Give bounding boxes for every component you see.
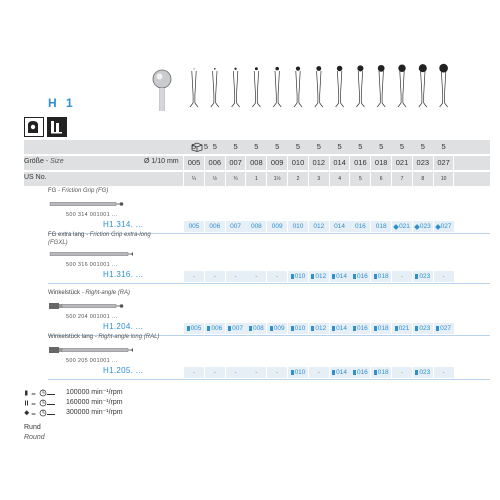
us-value: 1½ xyxy=(273,176,281,182)
size-label: Größe - Size xyxy=(24,158,64,165)
size-availability-cell[interactable] xyxy=(226,367,246,378)
pack-quantity-value: 5 xyxy=(275,142,280,151)
size-availability-cell[interactable] xyxy=(184,323,204,334)
speed-legend-text: 160000 min⁻¹/rpm xyxy=(66,399,123,406)
us-value: 7 xyxy=(400,176,404,182)
reference-number: H1.204. ... xyxy=(103,322,144,331)
column-separator xyxy=(204,156,205,170)
size-availability-cell[interactable] xyxy=(288,367,308,378)
size-availability-cell[interactable] xyxy=(267,271,287,282)
reference-number: H1.316. ... xyxy=(103,270,144,279)
size-availability-cell[interactable] xyxy=(371,221,391,232)
section-divider xyxy=(48,379,490,380)
cell-value: 008 xyxy=(252,325,264,332)
svg-text:=: = xyxy=(31,390,37,397)
us-value: 2 xyxy=(296,176,300,182)
size-availability-cell[interactable] xyxy=(330,271,350,282)
us-value: 1 xyxy=(255,176,258,182)
cell-value: 008 xyxy=(250,223,262,230)
section-title: Winkelstück - Right-angle (RA) xyxy=(48,290,131,296)
us-value: ¼ xyxy=(191,176,197,182)
pack-quantity-value: 5 xyxy=(203,142,209,151)
section-title: Winkelstück lang - Right-angle long (RAL) xyxy=(48,334,160,340)
pack-quantity-value: 5 xyxy=(420,142,425,151)
cell-value: 023 xyxy=(419,223,431,230)
column-separator xyxy=(433,156,434,170)
size-availability-cell[interactable] xyxy=(392,367,412,378)
speed-marker-icon xyxy=(207,326,210,331)
cell-value: - xyxy=(234,273,237,280)
column-separator xyxy=(183,172,184,186)
bur-side-view-icon xyxy=(48,248,133,260)
column-separator xyxy=(453,156,454,170)
column-separator xyxy=(308,156,309,170)
size-availability-cell[interactable] xyxy=(267,323,287,334)
cell-value: 027 xyxy=(440,223,452,230)
pack-quantity-value: 5 xyxy=(337,142,342,151)
cell-value: 016 xyxy=(356,369,368,376)
size-availability-cell[interactable] xyxy=(309,367,329,378)
size-availability-cell[interactable] xyxy=(226,221,246,232)
cell-value: 014 xyxy=(336,273,348,280)
cell-value: 007 xyxy=(232,325,244,332)
size-availability-cell[interactable] xyxy=(434,221,454,232)
pack-quantity-value: 5 xyxy=(212,142,217,151)
series-title: H 1 xyxy=(48,96,76,110)
size-value: 012 xyxy=(312,158,326,167)
column-separator xyxy=(370,156,371,170)
speed-marker-icon xyxy=(374,370,377,375)
cell-value: 018 xyxy=(377,369,389,376)
cell-value: - xyxy=(276,369,279,376)
shape-name: Rund xyxy=(24,424,41,431)
pack-quantity-value: 5 xyxy=(254,142,259,151)
svg-text:=: = xyxy=(31,400,37,407)
bur-side-view-icon xyxy=(48,198,133,210)
size-availability-cell[interactable] xyxy=(392,271,412,282)
size-availability-cell[interactable] xyxy=(330,323,350,334)
size-value: 016 xyxy=(354,158,367,167)
size-availability-cell[interactable] xyxy=(371,367,391,378)
speed-marker-icon xyxy=(249,326,252,331)
speed-marker-icon xyxy=(415,370,418,375)
speed-marker-icon xyxy=(311,274,314,279)
pack-quantity-value: 5 xyxy=(295,142,301,151)
cell-value: 012 xyxy=(313,223,325,230)
cell-value: 021 xyxy=(398,325,410,332)
cell-value: 006 xyxy=(209,223,221,230)
speed-marker-icon xyxy=(270,326,273,331)
column-separator xyxy=(391,172,392,186)
speed-marker-icon xyxy=(353,274,356,279)
cell-value: 023 xyxy=(419,273,431,280)
pack-quantity-value: 5 xyxy=(191,142,197,151)
cell-value: 023 xyxy=(419,325,431,332)
cell-value: 016 xyxy=(354,223,366,230)
cell-value: 012 xyxy=(315,325,327,332)
bur-symbol-icon xyxy=(24,117,44,137)
size-availability-cell[interactable] xyxy=(330,221,350,232)
us-value: ¾ xyxy=(233,176,238,182)
column-separator xyxy=(266,172,267,186)
size-availability-cell[interactable] xyxy=(205,271,225,282)
speed-marker-icon xyxy=(374,274,377,279)
column-separator xyxy=(245,172,246,186)
size-availability-cell[interactable] xyxy=(184,367,204,378)
us-value: 8 xyxy=(421,176,425,182)
steel-symbol-icon xyxy=(47,117,67,137)
speed-marker-icon xyxy=(435,224,441,230)
size-availability-cell[interactable] xyxy=(288,271,308,282)
column-separator xyxy=(329,172,330,186)
size-unit: Ø 1/10 mm xyxy=(144,158,179,165)
speed-marker-icon xyxy=(332,274,335,279)
section-divider xyxy=(48,283,490,284)
pack-quantity-value: 5 xyxy=(379,142,384,151)
pack-quantity-value: 5 xyxy=(399,142,405,151)
size-availability-cell[interactable] xyxy=(392,323,412,334)
size-availability-cell[interactable] xyxy=(434,323,454,334)
cell-value: 005 xyxy=(190,325,202,332)
pack-quantity-value: 5 xyxy=(358,142,363,151)
speed-marker-icon xyxy=(291,370,294,375)
cell-value: - xyxy=(400,273,404,280)
us-value: 5 xyxy=(359,176,362,182)
size-availability-cell[interactable] xyxy=(226,323,246,334)
bur-side-view-icon xyxy=(48,344,133,356)
us-value: 4 xyxy=(338,176,341,182)
speed-marker-icon xyxy=(353,370,356,375)
size-availability-cell[interactable] xyxy=(350,323,370,334)
size-availability-cell[interactable] xyxy=(350,221,370,232)
cell-value: 018 xyxy=(377,273,389,280)
cell-value: - xyxy=(442,369,445,376)
speed-symbol-icon xyxy=(24,389,64,397)
size-availability-cell[interactable] xyxy=(246,323,266,334)
speed-marker-icon xyxy=(414,224,420,230)
cell-value: 016 xyxy=(356,325,368,332)
size-availability-cell[interactable] xyxy=(371,323,391,334)
size-availability-cell[interactable] xyxy=(267,367,287,378)
column-separator xyxy=(245,156,246,170)
column-separator xyxy=(433,172,434,186)
cell-value: - xyxy=(192,369,196,376)
speed-marker-icon xyxy=(436,326,439,331)
cell-value: - xyxy=(255,273,258,280)
column-separator xyxy=(225,172,226,186)
cell-value: 010 xyxy=(294,273,306,280)
size-value: 018 xyxy=(374,158,388,167)
column-separator xyxy=(453,172,454,186)
us-value: 6 xyxy=(379,176,383,182)
cell-value: - xyxy=(442,273,445,280)
cell-value: - xyxy=(213,273,216,280)
speed-marker-icon xyxy=(332,326,335,331)
speed-marker-icon xyxy=(291,274,294,279)
speed-marker-icon xyxy=(311,326,314,331)
order-code: 500 204 001001 ... xyxy=(66,314,118,320)
cell-value: 023 xyxy=(419,369,431,376)
column-separator xyxy=(204,172,205,186)
speed-marker-icon xyxy=(291,326,294,331)
size-availability-cell[interactable] xyxy=(413,367,433,378)
column-separator xyxy=(287,172,288,186)
bur-side-view-icon xyxy=(48,300,133,312)
speed-marker-icon xyxy=(353,326,356,331)
cell-value: 016 xyxy=(356,273,368,280)
size-availability-cell[interactable] xyxy=(288,221,308,232)
cell-value: - xyxy=(234,369,237,376)
section-title: FG - Friction Grip (FG) xyxy=(48,188,109,194)
cell-value: 005 xyxy=(188,223,200,230)
size-availability-cell[interactable] xyxy=(184,271,204,282)
size-value: 021 xyxy=(395,158,409,167)
size-availability-cell[interactable] xyxy=(309,271,329,282)
size-availability-cell[interactable] xyxy=(246,221,266,232)
us-value: ½ xyxy=(212,176,217,182)
us-value: 3 xyxy=(317,176,321,182)
size-availability-cell[interactable] xyxy=(413,323,433,334)
cell-value: 014 xyxy=(334,223,346,230)
cell-value: 018 xyxy=(375,223,387,230)
cell-value: 007 xyxy=(230,223,242,230)
cell-value: 010 xyxy=(294,325,306,332)
size-availability-cell[interactable] xyxy=(413,271,433,282)
cell-value: 006 xyxy=(211,325,223,332)
size-availability-cell[interactable] xyxy=(392,221,412,232)
size-value: 008 xyxy=(250,158,263,167)
column-separator xyxy=(370,172,371,186)
reference-number: H1.314. ... xyxy=(103,220,144,229)
column-separator xyxy=(183,156,184,170)
cell-value: - xyxy=(276,273,279,280)
size-availability-cell[interactable] xyxy=(413,221,433,232)
speed-marker-icon xyxy=(332,370,335,375)
size-availability-cell[interactable] xyxy=(434,367,454,378)
shape-name-english: Round xyxy=(24,434,45,441)
speed-marker-icon xyxy=(374,326,377,331)
order-code: 500 314 001001 ... xyxy=(66,212,118,218)
size-availability-cell[interactable] xyxy=(267,221,287,232)
speed-marker-icon xyxy=(187,326,190,331)
size-row xyxy=(24,156,490,170)
size-value: 014 xyxy=(333,158,346,167)
cell-value: 014 xyxy=(336,369,348,376)
size-availability-cell[interactable] xyxy=(371,271,391,282)
column-separator xyxy=(391,156,392,170)
size-value: 006 xyxy=(208,158,222,167)
svg-text:=: = xyxy=(31,410,37,417)
speed-marker-icon xyxy=(415,274,418,279)
speed-marker-icon xyxy=(415,326,418,331)
cell-value: 027 xyxy=(440,325,452,332)
speed-marker-icon xyxy=(395,326,398,331)
size-value: 007 xyxy=(229,158,242,167)
pack-quantity-value: 5 xyxy=(233,142,238,151)
size-availability-cell[interactable] xyxy=(184,221,204,232)
cell-value: - xyxy=(213,369,216,376)
cell-value: - xyxy=(255,369,258,376)
size-availability-cell[interactable] xyxy=(246,367,266,378)
column-separator xyxy=(266,156,267,170)
cell-value: 009 xyxy=(271,223,283,230)
cell-value: 009 xyxy=(273,325,285,332)
size-availability-cell[interactable] xyxy=(205,221,225,232)
pack-size-row xyxy=(24,140,490,154)
size-availability-cell[interactable] xyxy=(330,367,350,378)
column-separator xyxy=(412,172,413,186)
size-availability-cell[interactable] xyxy=(309,221,329,232)
column-separator xyxy=(349,156,350,170)
speed-marker-icon xyxy=(228,326,231,331)
order-code: 500 316 001001 ... xyxy=(66,262,118,268)
section-title: FG extra lang - Friction Grip extra-long xyxy=(48,232,151,238)
size-availability-cell[interactable] xyxy=(434,271,454,282)
size-availability-cell[interactable] xyxy=(350,271,370,282)
us-number-label: US No. xyxy=(24,174,47,181)
speed-symbol-icon xyxy=(24,409,64,417)
order-code: 500 205 001001 ... xyxy=(66,358,118,364)
pack-quantity-value: 5 xyxy=(316,142,321,151)
size-value: 005 xyxy=(187,158,201,167)
bur-size-illustrations xyxy=(145,55,480,115)
steel-material-icon xyxy=(24,117,68,137)
size-availability-cell[interactable] xyxy=(205,367,225,378)
column-separator xyxy=(329,156,330,170)
column-separator xyxy=(349,172,350,186)
cell-value: 010 xyxy=(294,369,306,376)
section-title-continued: (FGXL) xyxy=(48,240,68,246)
size-value: 010 xyxy=(291,158,305,167)
cell-value: - xyxy=(192,273,196,280)
cell-value: 018 xyxy=(377,325,389,332)
us-number-row xyxy=(24,172,490,186)
size-availability-cell[interactable] xyxy=(350,367,370,378)
column-separator xyxy=(287,156,288,170)
size-availability-cell[interactable] xyxy=(288,323,308,334)
cell-value: 010 xyxy=(292,223,304,230)
size-value: 027 xyxy=(437,158,450,167)
cell-value: 014 xyxy=(336,325,348,332)
us-value: 10 xyxy=(440,176,447,182)
cell-value: - xyxy=(400,369,404,376)
cell-value: 021 xyxy=(399,223,410,230)
cell-value: 012 xyxy=(315,273,327,280)
size-availability-cell[interactable] xyxy=(226,271,246,282)
size-availability-cell[interactable] xyxy=(205,323,225,334)
cell-value: - xyxy=(317,369,320,376)
size-value: 023 xyxy=(416,158,430,167)
speed-legend-text: 100000 min⁻¹/rpm xyxy=(66,389,123,396)
speed-legend-text: 300000 min⁻¹/rpm xyxy=(66,409,123,416)
column-separator xyxy=(412,156,413,170)
column-separator xyxy=(225,156,226,170)
size-value: 009 xyxy=(270,158,284,167)
size-availability-cell[interactable] xyxy=(246,271,266,282)
size-availability-cell[interactable] xyxy=(309,323,329,334)
column-separator xyxy=(308,172,309,186)
reference-number: H1.205. ... xyxy=(103,366,144,375)
speed-symbol-icon xyxy=(24,399,64,407)
pack-quantity-value: 5 xyxy=(441,142,446,151)
